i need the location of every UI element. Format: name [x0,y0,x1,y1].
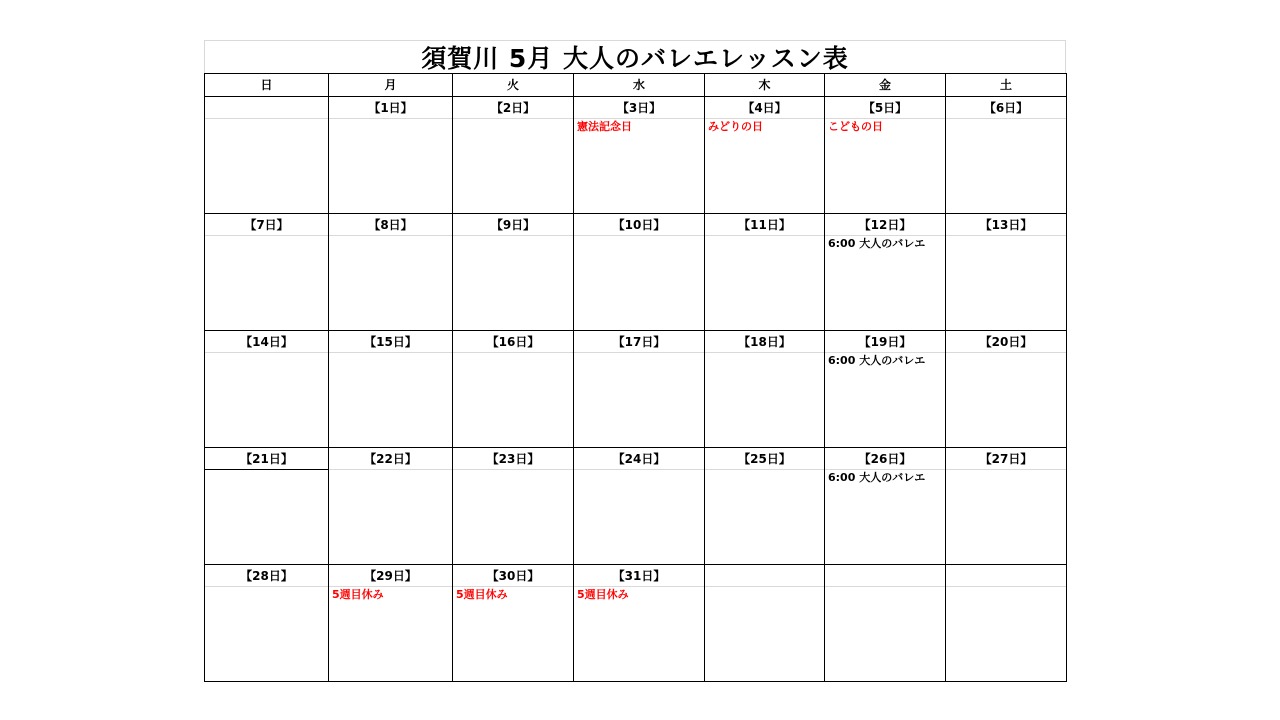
day-number: 【6日】 [946,97,1066,119]
day-cell-wed[interactable] [574,565,705,682]
day-cell-content [946,97,1066,213]
calendar-week-row [205,565,1067,682]
day-cell-wed[interactable] [574,214,705,331]
day-cell-sat[interactable] [946,97,1067,214]
holiday-note: 5週目休み [332,588,384,601]
day-number: 【7日】 [205,214,328,236]
day-cell-content [574,565,704,681]
weekday-sun: 日 [205,74,329,97]
day-number: 【21日】 [205,448,328,470]
day-cell-mon[interactable] [329,97,453,214]
day-cell-sat[interactable] [946,448,1067,565]
day-number: 【13日】 [946,214,1066,236]
day-cell-content [574,214,704,330]
day-number: 【17日】 [574,331,704,353]
day-cell-tue[interactable] [453,448,574,565]
day-number: 【12日】 [825,214,945,236]
day-cell-content [453,448,573,564]
day-cell-content [705,97,824,213]
calendar-week-row [205,97,1067,214]
day-number: 【18日】 [705,331,824,353]
day-cell-content [705,331,824,447]
day-cell-wed[interactable] [574,448,705,565]
day-cell-fri[interactable] [825,448,946,565]
lesson-note: 6:00 大人のバレエ [828,471,926,484]
day-cell-wed[interactable] [574,331,705,448]
day-cell-tue[interactable] [453,331,574,448]
lesson-note: 6:00 大人のバレエ [828,237,926,250]
day-cell-thu[interactable] [705,214,825,331]
day-cell-content [825,331,945,447]
day-cell-thu[interactable] [705,331,825,448]
weekday-sat: 土 [946,74,1067,97]
day-cell-content [825,565,945,681]
day-number [825,565,945,587]
day-cell-content [205,97,328,213]
day-cell-mon[interactable] [329,214,453,331]
day-cell-content [453,331,573,447]
weekday-header-row [205,74,1067,97]
day-number: 【29日】 [329,565,452,587]
day-number: 【22日】 [329,448,452,470]
day-cell-mon[interactable] [329,565,453,682]
holiday-note: 憲法記念日 [577,120,632,133]
day-cell-thu[interactable] [705,565,825,682]
day-cell-content [705,214,824,330]
calendar-week-row [205,214,1067,331]
day-cell-wed[interactable] [574,97,705,214]
day-number: 【19日】 [825,331,945,353]
holiday-note: 5週目休み [456,588,508,601]
day-cell-content [329,565,452,681]
day-number: 【25日】 [705,448,824,470]
day-cell-mon[interactable] [329,331,453,448]
day-number: 【16日】 [453,331,573,353]
weekday-thu: 木 [705,74,825,97]
day-number: 【4日】 [705,97,824,119]
day-cell-content [574,331,704,447]
day-cell-sun[interactable] [205,214,329,331]
day-number: 【11日】 [705,214,824,236]
day-cell-tue[interactable] [453,214,574,331]
weekday-fri: 金 [825,74,946,97]
day-number: 【15日】 [329,331,452,353]
day-number: 【31日】 [574,565,704,587]
day-cell-content [574,448,704,564]
calendar-title: 須賀川 5月 大人のバレエレッスン表 [204,40,1066,73]
day-cell-content [825,448,945,564]
day-number [205,97,328,119]
day-number: 【30日】 [453,565,573,587]
day-cell-content [329,331,452,447]
weekday-mon: 月 [329,74,453,97]
day-cell-mon[interactable] [329,448,453,565]
day-cell-content [946,565,1066,681]
day-cell-thu[interactable] [705,448,825,565]
day-cell-content [329,214,452,330]
day-number: 【28日】 [205,565,328,587]
calendar-week-row [205,448,1067,565]
holiday-note: 5週目休み [577,588,629,601]
day-number: 【9日】 [453,214,573,236]
day-cell-content [946,448,1066,564]
day-cell-sun[interactable] [205,97,329,214]
day-cell-sun[interactable] [205,565,329,682]
day-number: 【24日】 [574,448,704,470]
day-cell-tue[interactable] [453,565,574,682]
day-number [705,565,824,587]
day-cell-content [574,97,704,213]
day-cell-content [329,448,452,564]
day-cell-sat[interactable] [946,565,1067,682]
day-number: 【27日】 [946,448,1066,470]
day-cell-content [825,97,945,213]
day-cell-content [705,565,824,681]
day-number: 【2日】 [453,97,573,119]
weekday-tue: 火 [453,74,574,97]
day-cell-content [329,97,452,213]
day-number: 【5日】 [825,97,945,119]
day-cell-content [453,97,573,213]
day-cell-fri[interactable] [825,97,946,214]
weekday-wed: 水 [574,74,705,97]
day-number: 【20日】 [946,331,1066,353]
day-cell-sat[interactable] [946,331,1067,448]
day-cell-content [946,214,1066,330]
day-cell-content [205,331,328,447]
day-number: 【1日】 [329,97,452,119]
weeks-body [205,97,1067,682]
day-cell-content [946,331,1066,447]
day-cell-sat[interactable] [946,214,1067,331]
day-cell-fri[interactable] [825,214,946,331]
day-number: 【23日】 [453,448,573,470]
day-number [946,565,1066,587]
lesson-note: 6:00 大人のバレエ [828,354,926,367]
calendar-week-row [205,331,1067,448]
day-cell-content [453,565,573,681]
day-cell-content [453,214,573,330]
day-cell-sun[interactable] [205,448,329,565]
day-number: 【26日】 [825,448,945,470]
day-cell-content [825,214,945,330]
day-cell-fri[interactable] [825,331,946,448]
day-number: 【3日】 [574,97,704,119]
calendar-grid [204,73,1067,682]
day-cell-content [705,448,824,564]
lesson-calendar-sheet [204,40,1066,682]
day-cell-content [205,448,328,564]
day-cell-tue[interactable] [453,97,574,214]
holiday-note: こどもの日 [828,120,883,133]
day-cell-fri[interactable] [825,565,946,682]
day-number: 【8日】 [329,214,452,236]
day-cell-content [205,214,328,330]
day-cell-sun[interactable] [205,331,329,448]
day-number: 【14日】 [205,331,328,353]
day-cell-thu[interactable] [705,97,825,214]
day-number: 【10日】 [574,214,704,236]
holiday-note: みどりの日 [708,120,763,133]
day-cell-content [205,565,328,681]
